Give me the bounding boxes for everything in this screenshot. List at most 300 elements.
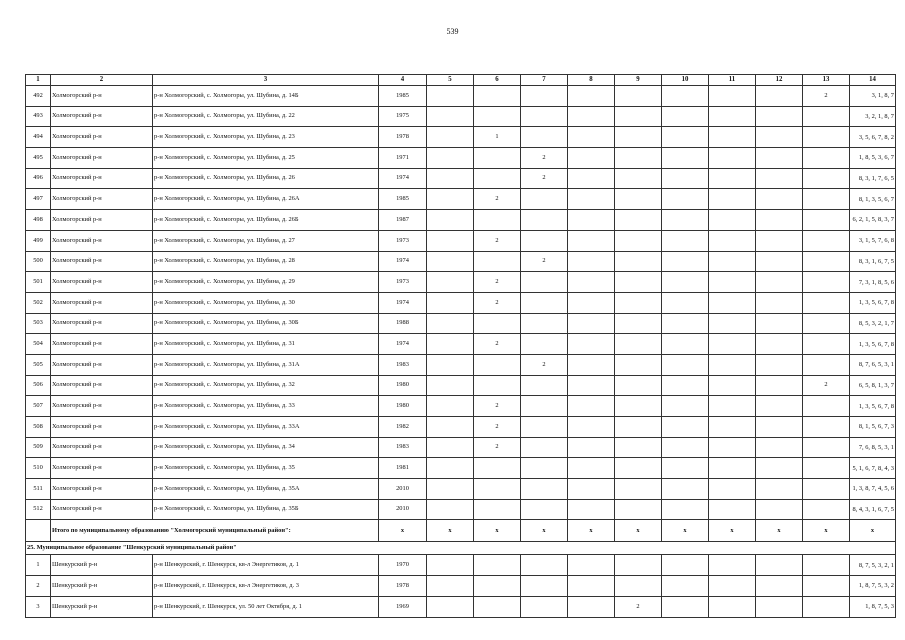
value-cell: 2 [474, 292, 521, 313]
address-cell: р-н Холмогорский, с. Холмогоры, ул. Шубина, д. 33А [153, 417, 379, 438]
value-cell [427, 106, 474, 127]
value-cell [521, 334, 568, 355]
address-cell: р-н Шенкурский, г. Шенкурск, кв-л Энергетиков, д. 3 [153, 576, 379, 597]
value-cell [709, 479, 756, 500]
value-cell [662, 396, 709, 417]
value-cell [521, 189, 568, 210]
total-title: Итого по муниципальному образованию "Холмогорский муниципальный район": [51, 520, 379, 542]
table-row [26, 189, 896, 210]
table-row [26, 127, 896, 148]
year-cell: 1980 [379, 396, 427, 417]
value-cell [803, 313, 850, 334]
value-cell [427, 375, 474, 396]
district-cell: Холмогорский р-н [51, 396, 153, 417]
value-cell [756, 417, 803, 438]
value-cell [756, 189, 803, 210]
value-cell [662, 189, 709, 210]
year-cell: 1969 [379, 596, 427, 617]
value-cell [662, 86, 709, 107]
column-header: 14 [850, 75, 896, 86]
value-cell [662, 272, 709, 293]
value-cell [662, 210, 709, 231]
district-cell: Шенкурский р-н [51, 596, 153, 617]
column-header: 11 [709, 75, 756, 86]
value-cell [427, 210, 474, 231]
sequence-cell: 1, 8, 7, 5, 3, 2 [850, 576, 896, 597]
value-cell [756, 354, 803, 375]
value-cell [803, 148, 850, 169]
sequence-cell: 6, 5, 8, 1, 3, 7 [850, 375, 896, 396]
value-cell [521, 555, 568, 576]
value-cell [521, 86, 568, 107]
table-row [26, 210, 896, 231]
value-cell [568, 555, 615, 576]
table-row [26, 417, 896, 438]
sequence-cell: 6, 2, 1, 5, 8, 3, 7 [850, 210, 896, 231]
value-cell [662, 313, 709, 334]
row-number: 495 [26, 148, 51, 169]
value-cell: 2 [521, 251, 568, 272]
total-empty-cell [26, 520, 51, 542]
table-row [26, 148, 896, 169]
column-header: 10 [662, 75, 709, 86]
value-cell: 2 [474, 334, 521, 355]
value-cell [474, 576, 521, 597]
year-cell: 1983 [379, 354, 427, 375]
table-row [26, 499, 896, 520]
value-cell [756, 375, 803, 396]
column-header: 7 [521, 75, 568, 86]
value-cell [803, 576, 850, 597]
row-number: 502 [26, 292, 51, 313]
district-cell: Холмогорский р-н [51, 417, 153, 438]
value-cell: 1 [474, 127, 521, 148]
value-cell [709, 354, 756, 375]
address-cell: р-н Холмогорский, с. Холмогоры, ул. Шубина, д. 35 [153, 458, 379, 479]
row-number: 499 [26, 230, 51, 251]
year-cell: 1981 [379, 458, 427, 479]
row-number: 507 [26, 396, 51, 417]
address-cell: р-н Холмогорский, с. Холмогоры, ул. Шубина, д. 25 [153, 148, 379, 169]
value-cell [615, 292, 662, 313]
value-cell [568, 168, 615, 189]
value-cell [662, 417, 709, 438]
row-number: 501 [26, 272, 51, 293]
value-cell [756, 555, 803, 576]
sequence-cell: 1, 8, 7, 5, 3 [850, 596, 896, 617]
value-cell [521, 576, 568, 597]
value-cell [662, 479, 709, 500]
value-cell [803, 292, 850, 313]
district-cell: Холмогорский р-н [51, 354, 153, 375]
district-cell: Холмогорский р-н [51, 272, 153, 293]
value-cell: 2 [474, 189, 521, 210]
row-number: 500 [26, 251, 51, 272]
column-header: 5 [427, 75, 474, 86]
value-cell [427, 272, 474, 293]
value-cell [615, 251, 662, 272]
value-cell [474, 458, 521, 479]
value-cell: 2 [474, 396, 521, 417]
value-cell [568, 292, 615, 313]
sequence-cell: 3, 2, 1, 8, 7 [850, 106, 896, 127]
column-header: 12 [756, 75, 803, 86]
address-cell: р-н Шенкурский, г. Шенкурск, ул. 50 лет Октября, д. 1 [153, 596, 379, 617]
table-row [26, 458, 896, 479]
value-cell [709, 417, 756, 438]
row-number: 492 [26, 86, 51, 107]
row-number: 504 [26, 334, 51, 355]
year-cell: 1974 [379, 292, 427, 313]
row-number: 511 [26, 479, 51, 500]
value-cell [803, 437, 850, 458]
district-cell: Холмогорский р-н [51, 86, 153, 107]
value-cell [662, 106, 709, 127]
value-cell [521, 458, 568, 479]
value-cell [756, 596, 803, 617]
year-cell: 1970 [379, 555, 427, 576]
value-cell [615, 437, 662, 458]
value-cell [662, 292, 709, 313]
value-cell [709, 458, 756, 479]
column-header: 8 [568, 75, 615, 86]
district-cell: Холмогорский р-н [51, 106, 153, 127]
value-cell [427, 189, 474, 210]
value-cell [474, 479, 521, 500]
year-cell: 1987 [379, 210, 427, 231]
value-cell [803, 189, 850, 210]
district-cell: Шенкурский р-н [51, 576, 153, 597]
table-row [26, 479, 896, 500]
value-cell [756, 127, 803, 148]
value-cell [709, 555, 756, 576]
value-cell [803, 334, 850, 355]
total-mark: х [850, 520, 896, 542]
year-cell: 1983 [379, 437, 427, 458]
value-cell: 2 [474, 230, 521, 251]
column-header: 2 [51, 75, 153, 86]
sequence-cell: 3, 1, 8, 7 [850, 86, 896, 107]
district-cell: Холмогорский р-н [51, 499, 153, 520]
sequence-cell: 5, 1, 6, 7, 8, 4, 3 [850, 458, 896, 479]
address-cell: р-н Холмогорский, с. Холмогоры, ул. Шубина, д. 35А [153, 479, 379, 500]
row-number: 509 [26, 437, 51, 458]
total-mark: х [756, 520, 803, 542]
address-cell: р-н Холмогорский, с. Холмогоры, ул. Шубина, д. 31А [153, 354, 379, 375]
sequence-cell: 1, 3, 5, 6, 7, 8 [850, 396, 896, 417]
table-row [26, 576, 896, 597]
value-cell [427, 396, 474, 417]
value-cell: 2 [803, 375, 850, 396]
year-cell: 1978 [379, 127, 427, 148]
value-cell [521, 292, 568, 313]
value-cell [756, 334, 803, 355]
sequence-cell: 8, 5, 3, 2, 1, 7 [850, 313, 896, 334]
value-cell [709, 106, 756, 127]
sequence-cell: 8, 4, 3, 1, 6, 7, 5 [850, 499, 896, 520]
value-cell [756, 272, 803, 293]
value-cell [521, 437, 568, 458]
total-mark: х [521, 520, 568, 542]
address-cell: р-н Холмогорский, с. Холмогоры, ул. Шубина, д. 27 [153, 230, 379, 251]
value-cell [615, 272, 662, 293]
value-cell [474, 210, 521, 231]
value-cell [521, 479, 568, 500]
sequence-cell: 3, 1, 5, 7, 6, 8 [850, 230, 896, 251]
value-cell [709, 576, 756, 597]
sequence-cell: 1, 3, 5, 6, 7, 8 [850, 292, 896, 313]
value-cell [427, 292, 474, 313]
year-cell: 1985 [379, 189, 427, 210]
value-cell [756, 251, 803, 272]
sequence-cell: 1, 3, 8, 7, 4, 5, 6 [850, 479, 896, 500]
year-cell: 1971 [379, 148, 427, 169]
district-cell: Шенкурский р-н [51, 555, 153, 576]
value-cell [568, 479, 615, 500]
district-cell: Холмогорский р-н [51, 479, 153, 500]
value-cell [474, 499, 521, 520]
value-cell: 2 [803, 86, 850, 107]
address-cell: р-н Шенкурский, г. Шенкурск, кв-л Энергетиков, д. 1 [153, 555, 379, 576]
value-cell [615, 189, 662, 210]
value-cell [427, 354, 474, 375]
row-number: 506 [26, 375, 51, 396]
value-cell [568, 210, 615, 231]
value-cell [662, 230, 709, 251]
value-cell [568, 313, 615, 334]
housing-table [25, 74, 896, 618]
value-cell: 2 [474, 417, 521, 438]
value-cell [427, 417, 474, 438]
value-cell [756, 148, 803, 169]
value-cell: 2 [615, 596, 662, 617]
value-cell [756, 210, 803, 231]
value-cell [521, 313, 568, 334]
value-cell [756, 458, 803, 479]
table-row [26, 86, 896, 107]
total-mark: х [379, 520, 427, 542]
value-cell [568, 106, 615, 127]
value-cell [709, 272, 756, 293]
header-row [26, 75, 896, 86]
value-cell [756, 168, 803, 189]
sequence-cell: 8, 7, 5, 3, 2, 1 [850, 555, 896, 576]
value-cell [662, 499, 709, 520]
value-cell [474, 86, 521, 107]
address-cell: р-н Холмогорский, с. Холмогоры, ул. Шубина, д. 30 [153, 292, 379, 313]
value-cell [803, 354, 850, 375]
value-cell [709, 148, 756, 169]
value-cell [568, 576, 615, 597]
table-row [26, 106, 896, 127]
year-cell: 1975 [379, 106, 427, 127]
value-cell [756, 396, 803, 417]
value-cell [662, 375, 709, 396]
column-header: 4 [379, 75, 427, 86]
section-title: 25. Муниципальное образование "Шенкурский муниципальный район" [26, 542, 896, 555]
value-cell [427, 230, 474, 251]
table-row [26, 375, 896, 396]
value-cell [803, 106, 850, 127]
district-cell: Холмогорский р-н [51, 127, 153, 148]
total-mark: х [568, 520, 615, 542]
section-row [26, 542, 896, 555]
row-number: 2 [26, 576, 51, 597]
address-cell: р-н Холмогорский, с. Холмогоры, ул. Шубина, д. 23 [153, 127, 379, 148]
value-cell [521, 375, 568, 396]
table-row [26, 313, 896, 334]
row-number: 512 [26, 499, 51, 520]
row-number: 510 [26, 458, 51, 479]
value-cell [615, 168, 662, 189]
value-cell [756, 86, 803, 107]
value-cell [615, 334, 662, 355]
total-mark: х [662, 520, 709, 542]
district-cell: Холмогорский р-н [51, 148, 153, 169]
district-cell: Холмогорский р-н [51, 334, 153, 355]
address-cell: р-н Холмогорский, с. Холмогоры, ул. Шубина, д. 26 [153, 168, 379, 189]
address-cell: р-н Холмогорский, с. Холмогоры, ул. Шубина, д. 28 [153, 251, 379, 272]
year-cell: 1988 [379, 313, 427, 334]
value-cell [474, 148, 521, 169]
value-cell [709, 596, 756, 617]
value-cell [803, 272, 850, 293]
row-number: 503 [26, 313, 51, 334]
value-cell [568, 437, 615, 458]
row-number: 505 [26, 354, 51, 375]
value-cell [709, 499, 756, 520]
value-cell [756, 230, 803, 251]
value-cell [568, 148, 615, 169]
district-cell: Холмогорский р-н [51, 189, 153, 210]
value-cell [756, 576, 803, 597]
row-number: 496 [26, 168, 51, 189]
year-cell: 1973 [379, 272, 427, 293]
value-cell [756, 499, 803, 520]
table-row [26, 251, 896, 272]
value-cell [803, 499, 850, 520]
district-cell: Холмогорский р-н [51, 230, 153, 251]
sequence-cell: 1, 3, 5, 6, 7, 8 [850, 334, 896, 355]
value-cell [568, 396, 615, 417]
page-number: 539 [446, 27, 459, 36]
row-number: 3 [26, 596, 51, 617]
value-cell [568, 127, 615, 148]
value-cell [709, 127, 756, 148]
value-cell [568, 596, 615, 617]
value-cell [568, 354, 615, 375]
year-cell: 1985 [379, 86, 427, 107]
value-cell [521, 106, 568, 127]
value-cell [709, 292, 756, 313]
table-row [26, 396, 896, 417]
value-cell [615, 458, 662, 479]
address-cell: р-н Холмогорский, с. Холмогоры, ул. Шубина, д. 30Б [153, 313, 379, 334]
table-row [26, 272, 896, 293]
value-cell [709, 251, 756, 272]
value-cell [662, 576, 709, 597]
value-cell [662, 354, 709, 375]
value-cell: 2 [474, 272, 521, 293]
column-header: 6 [474, 75, 521, 86]
table-row [26, 230, 896, 251]
year-cell: 1982 [379, 417, 427, 438]
row-number: 1 [26, 555, 51, 576]
address-cell: р-н Холмогорский, с. Холмогоры, ул. Шубина, д. 31 [153, 334, 379, 355]
year-cell: 2010 [379, 479, 427, 500]
value-cell [803, 417, 850, 438]
value-cell [568, 458, 615, 479]
value-cell [662, 168, 709, 189]
value-cell [662, 458, 709, 479]
value-cell [615, 106, 662, 127]
district-cell: Холмогорский р-н [51, 251, 153, 272]
value-cell: 2 [474, 437, 521, 458]
district-cell: Холмогорский р-н [51, 168, 153, 189]
district-cell: Холмогорский р-н [51, 292, 153, 313]
value-cell [521, 230, 568, 251]
value-cell [521, 499, 568, 520]
column-header: 9 [615, 75, 662, 86]
value-cell [474, 596, 521, 617]
value-cell [803, 127, 850, 148]
value-cell [709, 334, 756, 355]
year-cell: 1974 [379, 334, 427, 355]
value-cell [427, 86, 474, 107]
year-cell: 1974 [379, 251, 427, 272]
value-cell: 2 [521, 168, 568, 189]
district-cell: Холмогорский р-н [51, 210, 153, 231]
total-mark: х [427, 520, 474, 542]
value-cell [803, 596, 850, 617]
value-cell [568, 499, 615, 520]
value-cell [756, 292, 803, 313]
value-cell [615, 375, 662, 396]
value-cell [474, 354, 521, 375]
value-cell [568, 86, 615, 107]
value-cell [521, 417, 568, 438]
address-cell: р-н Холмогорский, с. Холмогоры, ул. Шубина, д. 33 [153, 396, 379, 417]
address-cell: р-н Холмогорский, с. Холмогоры, ул. Шубина, д. 32 [153, 375, 379, 396]
value-cell [568, 189, 615, 210]
value-cell [427, 479, 474, 500]
year-cell: 1978 [379, 576, 427, 597]
value-cell [568, 230, 615, 251]
value-cell [474, 168, 521, 189]
value-cell [427, 576, 474, 597]
value-cell [474, 375, 521, 396]
table-row [26, 168, 896, 189]
value-cell [521, 396, 568, 417]
total-mark: х [709, 520, 756, 542]
value-cell [427, 596, 474, 617]
sequence-cell: 1, 8, 5, 3, 6, 7 [850, 148, 896, 169]
value-cell [427, 251, 474, 272]
value-cell [803, 168, 850, 189]
sequence-cell: 8, 3, 1, 6, 7, 5 [850, 251, 896, 272]
value-cell [615, 396, 662, 417]
value-cell [427, 148, 474, 169]
table-row [26, 354, 896, 375]
value-cell [803, 396, 850, 417]
value-cell [521, 596, 568, 617]
value-cell [709, 168, 756, 189]
value-cell [615, 313, 662, 334]
value-cell [615, 210, 662, 231]
value-cell [427, 168, 474, 189]
value-cell [615, 230, 662, 251]
value-cell [662, 437, 709, 458]
